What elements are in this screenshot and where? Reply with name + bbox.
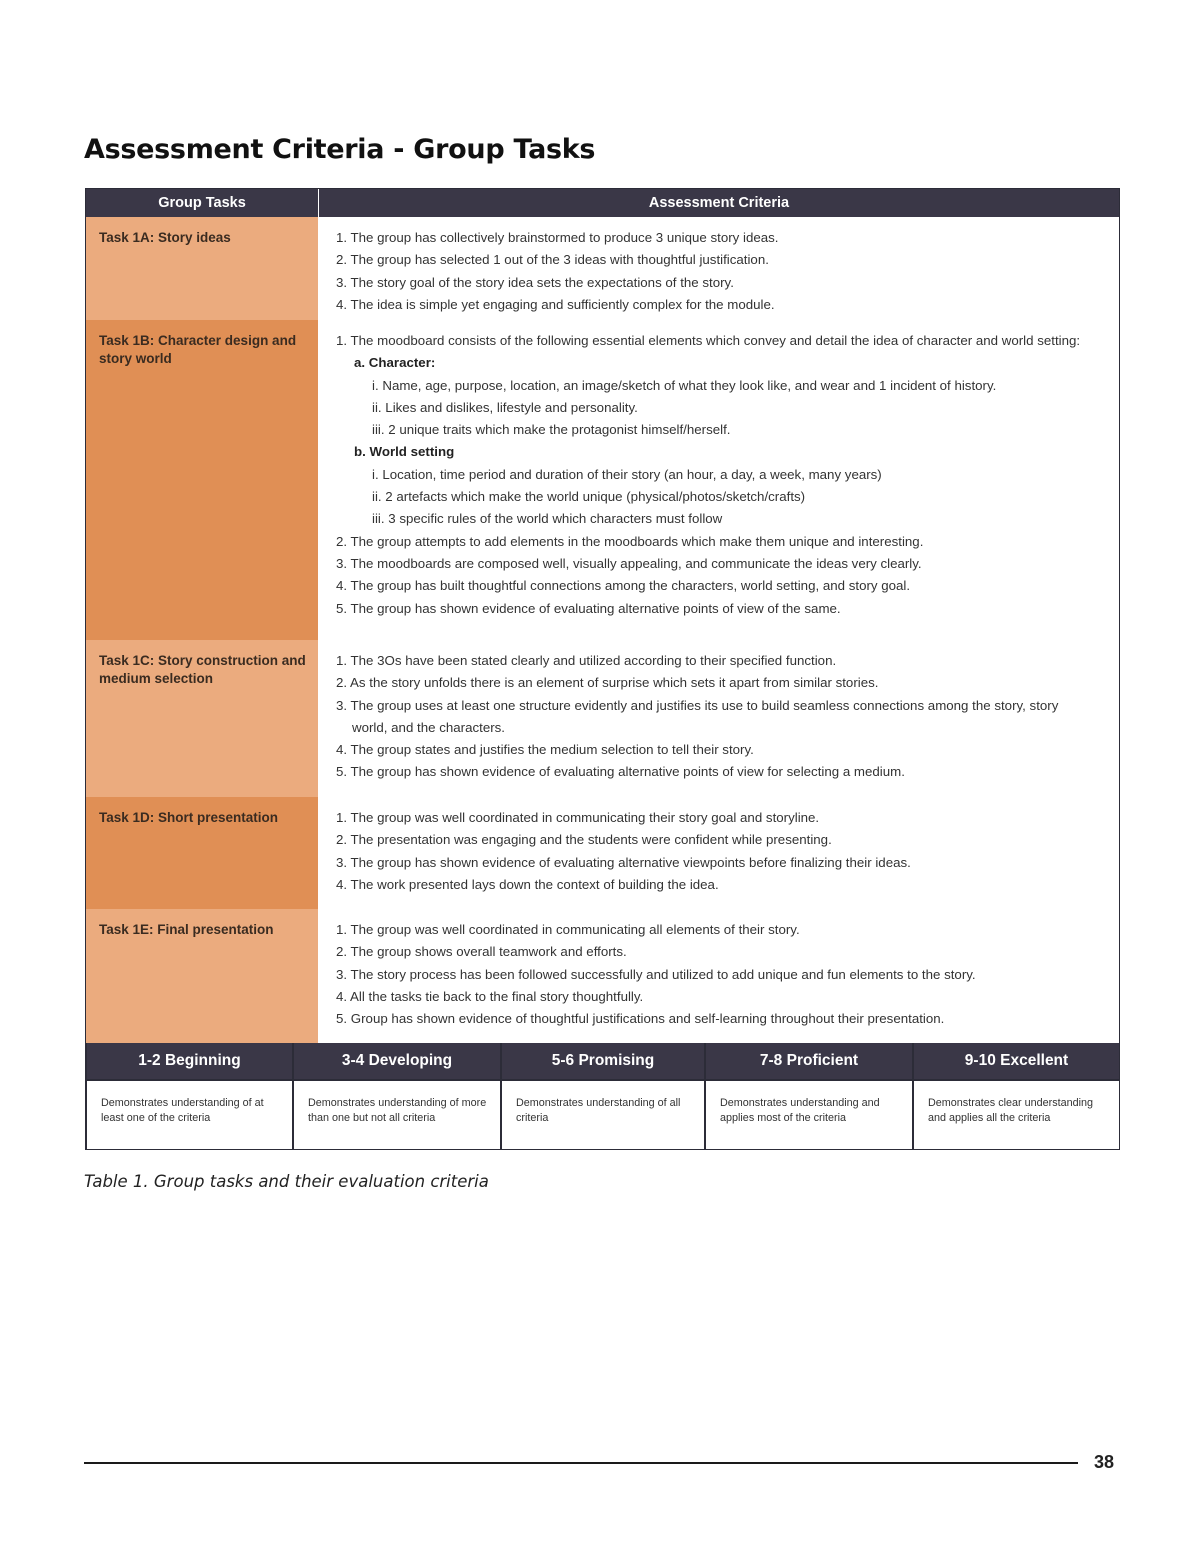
criteria-subitem: i. Name, age, purpose, location, an image/sketch of what they look like, and wear and 1 incident of history.	[372, 377, 997, 393]
criteria-cell-1b	[318, 320, 1119, 640]
rubric-level-label: 1-2 Beginning	[87, 1043, 292, 1081]
criteria-item: 4. All the tasks tie back to the final story thoughtfully.	[336, 988, 644, 1004]
assessment-criteria-header: Assessment Criteria	[648, 195, 790, 211]
rubric-level-label: 3-4 Developing	[294, 1043, 500, 1081]
criteria-item: 3. The story goal of the story idea sets the expectations of the story.	[336, 274, 734, 290]
rubric-level-developing	[292, 1043, 500, 1150]
task-cell-1c: Task 1C: Story construction and medium selection	[86, 640, 318, 797]
criteria-item: 5. The group has shown evidence of evaluating alternative points of view of the same.	[336, 600, 841, 616]
criteria-item: 3. The moodboards are composed well, visually appealing, and communicate the ideas very clearly.	[336, 555, 922, 571]
criteria-item: 1. The moodboard consists of the following essential elements which convey and detail the idea of character and world setting:	[336, 333, 1081, 348]
page-title: Assessment Criteria - Group Tasks	[84, 134, 596, 165]
criteria-cell-1e	[318, 909, 1119, 1043]
table-caption: Table 1. Group tasks and their evaluation criteria	[84, 1172, 489, 1191]
rubric-level-promising	[500, 1043, 704, 1150]
criteria-item: 4. The group has built thoughtful connections among the characters, world setting, and story goal.	[336, 578, 911, 594]
criteria-subitem: ii. 2 artefacts which make the world unique (physical/photos/sketch/crafts)	[372, 489, 806, 505]
criteria-item: 2. The group attempts to add elements in the moodboards which make them unique and interesting.	[336, 533, 924, 549]
criteria-subitem: ii. Likes and dislikes, lifestyle and personality.	[372, 399, 638, 415]
criteria-item: 2. The group shows overall teamwork and efforts.	[336, 944, 627, 960]
criteria-item: 1. The group was well coordinated in communicating all elements of their story.	[336, 922, 800, 937]
rubric-level-label: 7-8 Proficient	[706, 1043, 912, 1081]
criteria-subheading: b. World setting	[354, 444, 455, 460]
task-cell-1b: Task 1B: Character design and story world	[86, 320, 318, 640]
footer-divider	[84, 1462, 1078, 1464]
criteria-item: 4. The idea is simple yet engaging and sufficiently complex for the module.	[336, 296, 775, 312]
task-cell-1a: Task 1A: Story ideas	[86, 217, 318, 320]
table-row-task-1b	[86, 320, 1119, 640]
table-row-task-1d	[86, 797, 1119, 909]
rubric-level-description: Demonstrates clear understanding and applies all the criteria	[928, 1097, 1094, 1124]
table-row-task-1c	[86, 640, 1119, 797]
task-cell-1d: Task 1D: Short presentation	[86, 797, 318, 909]
assessment-criteria-table	[85, 188, 1120, 1044]
rubric-level-excellent	[912, 1043, 1120, 1150]
rubric-level-description: Demonstrates understanding of more than one but not all criteria	[308, 1097, 487, 1124]
criteria-item: 2. The presentation was engaging and the students were confident while presenting.	[336, 832, 832, 848]
criteria-item-continuation: world, and the characters.	[352, 719, 505, 735]
rubric-level-description: Demonstrates understanding and applies most of the criteria	[720, 1097, 880, 1124]
criteria-item: 1. The 3Os have been stated clearly and utilized according to their specified function.	[336, 653, 837, 668]
task-cell-1e: Task 1E: Final presentation	[86, 909, 318, 1043]
criteria-item: 3. The story process has been followed successfully and utilized to add unique and fun elements to the story.	[336, 966, 976, 982]
criteria-item: 5. The group has shown evidence of evaluating alternative points of view for selecting a medium.	[336, 764, 905, 780]
criteria-item: 1. The group has collectively brainstormed to produce 3 unique story ideas.	[336, 230, 779, 245]
criteria-item: 3. The group uses at least one structure evidently and justifies its use to build seamless connections among the story, story	[336, 697, 1059, 713]
rubric-level-description: Demonstrates understanding of at least one of the criteria	[101, 1097, 264, 1124]
table-row-task-1e	[86, 909, 1119, 1043]
criteria-item: 3. The group has shown evidence of evaluating alternative viewpoints before finalizing their ideas.	[336, 854, 911, 870]
criteria-subitem: iii. 3 specific rules of the world which characters must follow	[372, 511, 723, 527]
criteria-subheading: a. Character:	[354, 355, 436, 371]
rubric-level-description: Demonstrates understanding of all criteria	[516, 1097, 681, 1124]
table-header	[86, 189, 1119, 217]
rubric-level-label: 5-6 Promising	[502, 1043, 704, 1081]
criteria-subitem: iii. 2 unique traits which make the protagonist himself/herself.	[372, 422, 731, 438]
group-tasks-header: Group Tasks	[86, 189, 319, 217]
criteria-item: 2. As the story unfolds there is an element of surprise which sets it apart from similar stories.	[336, 675, 879, 691]
criteria-cell-1a	[318, 217, 1119, 320]
rubric-level-label: 9-10 Excellent	[914, 1043, 1119, 1081]
rubric-scale	[85, 1043, 1120, 1150]
table-row-task-1a	[86, 217, 1119, 320]
criteria-cell-1c	[318, 640, 1119, 797]
criteria-item: 1. The group was well coordinated in communicating their story goal and storyline.	[336, 810, 820, 825]
page-number: 38	[1094, 1452, 1115, 1472]
criteria-cell-1d	[318, 797, 1119, 909]
criteria-subitem: i. Location, time period and duration of their story (an hour, a day, a week, many years)	[372, 466, 882, 482]
criteria-item: 5. Group has shown evidence of thoughtful justifications and self-learning throughout their presentation.	[336, 1011, 945, 1027]
criteria-item: 4. The work presented lays down the context of building the idea.	[336, 876, 719, 892]
criteria-item: 4. The group states and justifies the medium selection to tell their story.	[336, 742, 754, 758]
criteria-item: 2. The group has selected 1 out of the 3 ideas with thoughtful justification.	[336, 252, 769, 268]
rubric-level-proficient	[704, 1043, 912, 1150]
rubric-level-beginning	[85, 1043, 292, 1150]
